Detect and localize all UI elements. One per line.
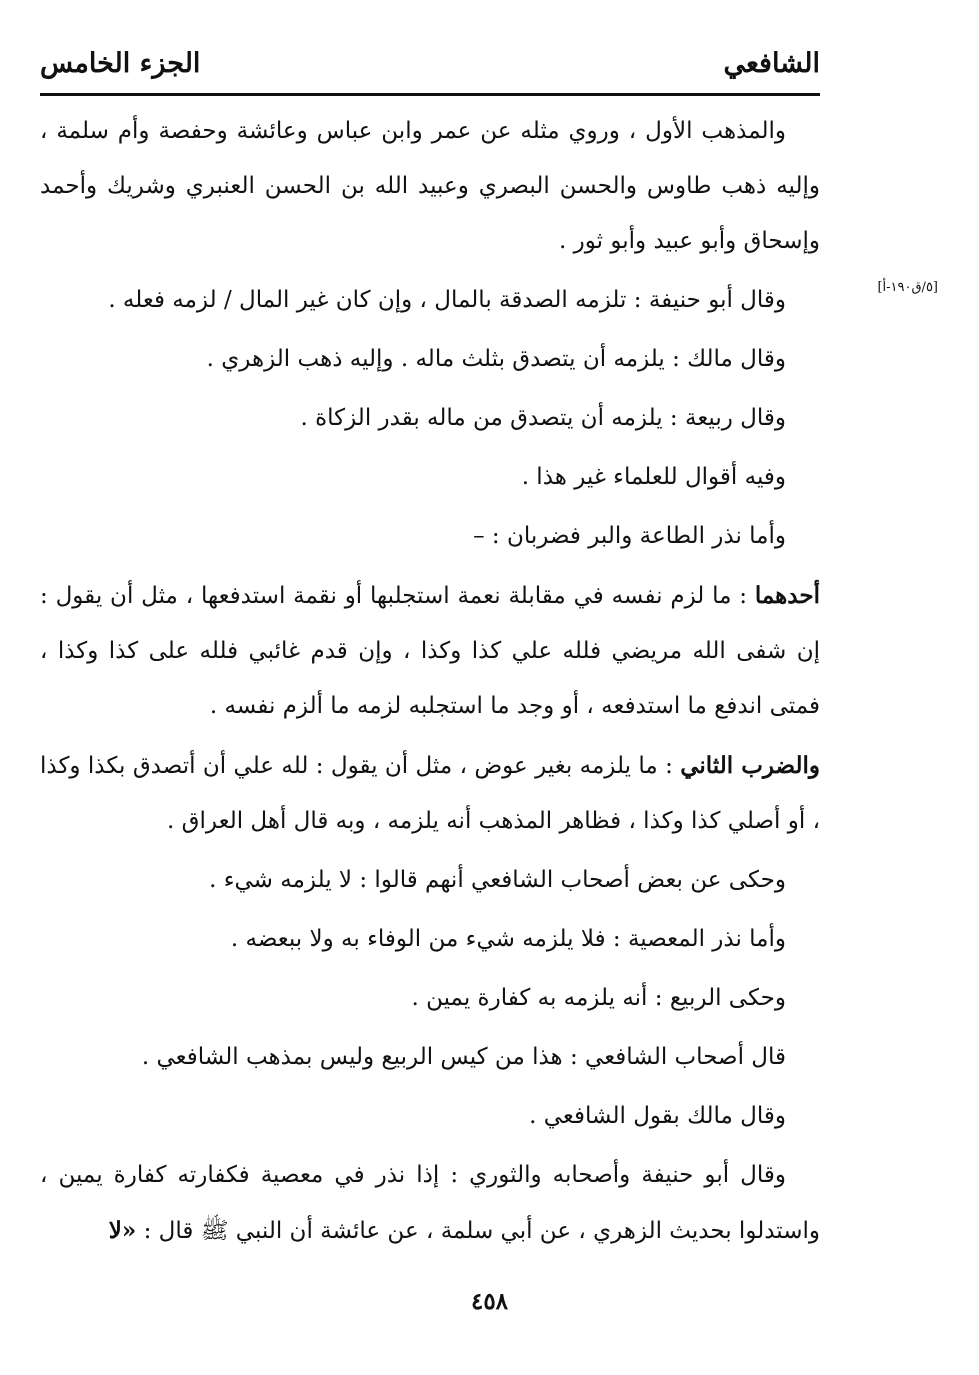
paragraph: وقال ربيعة : يلزمه أن يتصدق من ماله بقدر الزكاة . xyxy=(300,405,786,431)
hadith-quote-start: «لا xyxy=(108,1217,137,1244)
main-text xyxy=(40,104,820,1263)
closing-paragraph xyxy=(40,1148,820,1259)
header-volume-title: الجزء الخامس xyxy=(40,47,201,79)
paragraph: والمذهب الأول ، وروي مثله عن عمر وابن عباس وعائشة وحفصة وأم سلمة ، وإليه ذهب طاوس والحسن البصري وعبيد الله بن الحسن العنبري وشريك وأحمد وإسحاق وأبو عبيد وأبو ثور . xyxy=(40,118,820,254)
first-kind-heading: أحدهما xyxy=(754,582,820,609)
second-kind-heading: والضرب الثاني xyxy=(680,752,821,779)
paragraph: وقال أبو حنيفة : تلزمه الصدقة بالمال ، وإن كان غير المال / لزمه فعله . xyxy=(108,287,786,313)
paragraph: وحكى عن بعض أصحاب الشافعي أنهم قالوا : لا يلزمه شيء . xyxy=(209,867,786,893)
paragraph: قال أصحاب الشافعي : هذا من كيس الربيع وليس بمذهب الشافعي . xyxy=(141,1044,786,1070)
header-rule xyxy=(40,93,820,96)
paragraph: وأما نذر الطاعة والبر فضربان : – xyxy=(473,523,786,549)
paragraph: وقال مالك : يلزمه أن يتصدق بثلث ماله . وإليه ذهب الزهري . xyxy=(206,346,786,372)
manuscript-folio-note: [٥/ق١٩٠-أ] xyxy=(877,280,938,295)
first-kind-paragraph xyxy=(40,568,820,734)
paragraph: وأما نذر المعصية : فلا يلزمه شيء من الوفاء به ولا ببعضه . xyxy=(230,926,786,952)
first-kind-text: : ما لزم نفسه في مقابلة نعمة استجلبها أو نقمة استدفعها ، مثل أن يقول : إن شفى الله مريضي فلله علي كذا وكذا ، وإن قدم غائبي فلله على كذا وكذا ، فمتى اندفع ما استدفعه ، أو وجد ما استجلبه لزمه ما ألزم نفسه . xyxy=(40,583,820,719)
closing-text: وقال أبو حنيفة وأصحابه والثوري : إذا نذر في معصية فكفارته كفارة يمين ، واستدلوا بحديث الزهري ، عن أبي سلمة ، عن عائشة أن النبي ﷺ قال : xyxy=(40,1162,820,1244)
paragraph: وحكى الربيع : أنه يلزمه به كفارة يمين . xyxy=(411,985,786,1011)
paragraph: وقال مالك بقول الشافعي . xyxy=(529,1103,786,1129)
header-book-title: الشافعي xyxy=(723,47,820,79)
paragraph: وفيه أقوال للعلماء غير هذا . xyxy=(521,464,786,490)
running-header xyxy=(40,36,820,90)
page-number: ٤٥٨ xyxy=(470,1288,509,1315)
second-kind-paragraph xyxy=(40,738,820,849)
second-kind-text: : ما يلزمه بغير عوض ، مثل أن يقول : لله علي أن أتصدق بكذا وكذا ، أو أصلي كذا وكذا ، فظاهر المذهب أنه يلزمه ، وبه قال أهل العراق . xyxy=(40,753,820,834)
